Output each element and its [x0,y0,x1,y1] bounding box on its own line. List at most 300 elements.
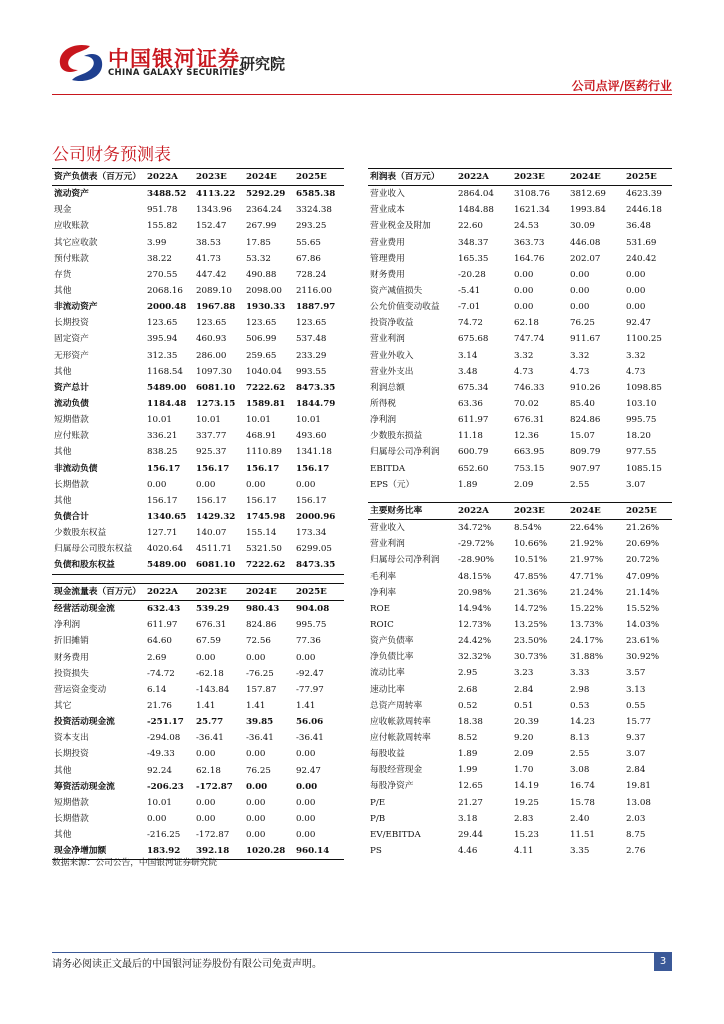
row-label: 短期借款 [54,415,89,426]
table-cell: 824.86 [570,415,601,426]
table-cell: -36.41 [296,733,324,744]
table-cell: 2.55 [570,749,590,760]
table-cell: -251.17 [147,717,184,728]
table-cell: 123.65 [147,318,178,329]
table-row [52,779,344,795]
footer-disclaimer: 请务必阅读正文最后的中国银河证券股份有限公司免责声明。 [52,959,322,970]
row-label: 营业税金及附加 [370,221,431,232]
table-cell: 1967.88 [196,302,236,313]
table-cell: 5489.00 [145,557,194,574]
table-cell: 2116.00 [296,286,332,297]
table-cell: 3.35 [570,846,590,857]
table-cell: 67.86 [296,253,321,264]
table-row [368,380,672,396]
table-cell: 1589.81 [246,399,286,410]
brand-name-cn: 中国银河证券 [108,47,240,71]
table-cell: 1085.15 [626,463,662,474]
table-row [368,569,672,585]
table-cell: 0.53 [570,700,590,711]
row-label: 总资产周转率 [370,700,423,711]
row-label: 净利润 [370,415,397,426]
table-cell: 9.20 [514,733,534,744]
table-cell: 0.00 [514,286,534,297]
page-header [0,0,724,100]
table-cell: 995.75 [626,415,657,426]
income-statement-table [368,168,672,493]
row-label: 营业收入 [370,523,405,534]
row-label: 折旧摊销 [54,636,89,647]
table-cell: 395.94 [147,334,178,345]
table-cell: 1.41 [246,701,266,712]
table-cell: 6081.10 [194,557,244,574]
table-cell: 123.65 [296,318,327,329]
table-cell: 493.60 [296,431,327,442]
table-cell: 293.25 [296,221,327,232]
table-cell: 993.55 [296,366,327,377]
table-cell: 3108.76 [514,189,550,200]
table-cell: 63.36 [458,399,483,410]
table-cell: 103.10 [626,399,657,410]
table-cell: 1484.88 [458,205,494,216]
table-cell: 1184.48 [147,399,187,410]
table-cell: 4.73 [570,366,590,377]
table-cell: 47.71% [570,571,604,582]
row-label: 营业外收入 [370,350,414,361]
table-cell: 2.03 [626,813,646,824]
column-header: 2023E [194,584,244,601]
table-cell: -49.33 [147,749,175,760]
column-header: 2022A [456,169,512,186]
table-cell: 4.73 [626,366,646,377]
report-category-tag: 公司点评/医药行业 [571,79,672,93]
table-cell: -76.25 [246,668,274,679]
table-cell: 8.52 [458,733,478,744]
table-cell: 1844.79 [296,399,336,410]
table-row [368,536,672,552]
table-row [52,235,344,251]
table-cell: 904.08 [296,604,330,615]
table-cell: 675.34 [458,382,489,393]
table-cell: 152.47 [196,221,227,232]
table-cell: -92.47 [296,668,324,679]
table-cell: 233.29 [296,350,327,361]
table-cell: 1.99 [458,765,478,776]
table-cell: 0.00 [196,797,216,808]
table-cell: -172.87 [196,781,233,792]
row-label: 现金净增加额 [52,843,145,860]
table-cell: 539.29 [196,604,230,615]
table-cell: 1110.89 [246,447,282,458]
table-cell: 2.40 [570,813,590,824]
table-cell: 4113.22 [196,189,236,200]
table-row [52,202,344,218]
table-cell: 14.23 [570,716,595,727]
column-header: 2024E [568,169,624,186]
row-label: 其他 [54,830,72,841]
table-cell: 0.00 [196,652,216,663]
row-label: 应付账款 [54,431,89,442]
table-cell: 74.72 [458,318,483,329]
row-label: ROE [370,603,391,614]
table-row [52,617,344,633]
column-header: 利润表（百万元） [368,169,456,186]
table-row [52,601,344,618]
table-cell: 911.67 [570,334,601,345]
table-row [52,795,344,811]
table-cell: 0.51 [514,700,534,711]
table-row [52,299,344,315]
row-label: 预付账款 [54,253,89,264]
table-cell: 17.85 [246,237,271,248]
table-cell: 12.65 [458,781,483,792]
table-row [52,461,344,477]
table-cell: 363.73 [514,237,545,248]
table-cell: 3.18 [458,813,478,824]
row-label: P/E [370,797,386,808]
table-cell: -20.28 [458,269,486,280]
column-header: 资产负债表（百万元） [52,169,145,186]
table-cell: 2.83 [514,813,534,824]
table-cell: 2364.24 [246,205,282,216]
row-label: 负债合计 [54,512,89,523]
column-header: 2025E [294,584,344,601]
table-cell: 20.72% [626,555,660,566]
table-cell: 977.55 [626,447,657,458]
table-cell: 270.55 [147,269,178,280]
table-row [52,650,344,666]
table-row [368,730,672,746]
table-cell: 824.86 [246,620,277,631]
data-source-note: 数据来源：公司公告，中国银河证券研究院 [52,858,218,868]
table-cell: 123.65 [196,318,227,329]
table-cell: 6081.10 [196,382,236,393]
table-row [52,267,344,283]
row-label: 非流动资产 [54,302,98,313]
table-row [368,682,672,698]
table-cell: 1.70 [514,765,534,776]
table-cell: 85.40 [570,399,595,410]
row-label: 筹资活动现金流 [54,781,115,792]
table-cell: 0.00 [147,479,167,490]
table-cell: 53.32 [246,253,271,264]
table-cell: 10.01 [147,797,172,808]
column-header: 2024E [244,169,294,186]
table-cell: 267.99 [246,221,277,232]
row-label: 毛利率 [370,571,397,582]
table-row [52,348,344,364]
table-row [52,730,344,746]
table-row [52,811,344,827]
column-header: 2023E [194,169,244,186]
page-number: 3 [654,953,672,971]
table-cell: 2.09 [514,479,534,490]
row-label: 资产减值损失 [370,286,423,297]
row-label: 应付帐款周转率 [370,733,431,744]
table-cell: 0.00 [147,814,167,825]
column-header: 2024E [244,584,294,601]
table-cell: 4511.71 [196,544,232,555]
table-cell: 2.95 [458,668,478,679]
table-cell: 910.26 [570,382,601,393]
row-label: 长期借款 [54,479,89,490]
table-cell: 2089.10 [196,286,232,297]
table-cell: 38.22 [147,253,172,264]
table-cell: 312.35 [147,350,178,361]
table-row [52,827,344,843]
row-label: 利润总额 [370,382,405,393]
table-row [52,557,344,574]
column-header: 2025E [294,169,344,186]
table-cell: 21.24% [570,587,604,598]
table-cell: 336.21 [147,431,178,442]
china-galaxy-logo-icon [52,40,110,86]
section-title: 公司财务预测表 [52,145,171,165]
table-cell: 23.50% [514,636,548,647]
table-cell: 1.41 [296,701,316,712]
table-cell: 10.01 [296,415,321,426]
table-cell: 0.00 [296,781,318,792]
table-cell: 3.57 [626,668,646,679]
table-row [368,520,672,537]
row-label: 净负债比率 [370,652,414,663]
table-cell: 951.78 [147,205,178,216]
table-cell: -77.97 [296,684,324,695]
row-label: 归属母公司净利润 [370,555,440,566]
table-row [368,218,672,234]
table-row [368,235,672,251]
table-cell: 286.00 [196,350,227,361]
table-cell: 18.38 [458,716,483,727]
table-cell: 0.00 [626,286,646,297]
row-label: 流动资产 [54,189,89,200]
table-cell: 123.65 [246,318,277,329]
table-row [368,633,672,649]
table-cell: 240.42 [626,253,657,264]
row-label: 投资净收益 [370,318,414,329]
table-cell: 156.17 [296,463,330,474]
table-cell: 8473.35 [296,382,336,393]
table-row [368,762,672,778]
table-cell: 156.17 [246,463,280,474]
table-cell: 663.95 [514,447,545,458]
table-cell: 611.97 [458,415,489,426]
table-cell: 164.76 [514,253,545,264]
table-cell: 155.14 [246,528,277,539]
table-cell: 1343.96 [196,205,232,216]
table-row [52,218,344,234]
table-cell: 76.25 [570,318,595,329]
table-cell: 183.92 [145,843,194,860]
row-label: 现金 [54,205,72,216]
column-header: 2024E [568,503,624,520]
table-cell: 6.14 [147,684,167,695]
table-cell: 21.92% [570,539,604,550]
table-row [52,763,344,779]
table-cell: 36.48 [626,221,651,232]
table-cell: 156.17 [196,495,227,506]
table-row [368,698,672,714]
row-label: 营业外支出 [370,366,414,377]
table-cell: 5292.29 [246,189,286,200]
table-cell: 47.09% [626,571,660,582]
table-cell: 392.18 [194,843,244,860]
table-cell: 21.14% [626,587,660,598]
table-cell: -36.41 [196,733,224,744]
table-cell: 2.68 [458,684,478,695]
table-cell: 1745.98 [246,512,286,523]
table-cell: -294.08 [147,733,181,744]
table-row [368,665,672,681]
table-cell: 30.09 [570,221,595,232]
table-cell: 0.00 [296,652,316,663]
table-row [368,283,672,299]
row-label: 其他 [54,286,72,297]
table-cell: 31.88% [570,652,604,663]
row-label: 每股收益 [370,749,405,760]
table-cell: 13.08 [626,797,651,808]
table-row [368,811,672,827]
column-header: 2025E [624,169,672,186]
table-cell: 259.65 [246,350,277,361]
table-cell: 20.69% [626,539,660,550]
column-header: 2022A [145,584,194,601]
table-cell: 21.26% [626,523,660,534]
table-cell: 10.51% [514,555,548,566]
table-row [368,552,672,568]
table-row [368,186,672,203]
table-cell: 20.98% [458,587,492,598]
table-cell: 531.69 [626,237,657,248]
table-cell: 2068.16 [147,286,183,297]
table-cell: 2.69 [147,652,167,663]
table-cell: 0.00 [296,830,316,841]
table-cell: 447.42 [196,269,227,280]
brand-name-en: CHINA GALAXY SECURITIES [108,68,245,78]
table-cell: 611.97 [147,620,178,631]
table-cell: 1098.85 [626,382,662,393]
table-cell: 4623.39 [626,189,662,200]
table-cell: 1930.33 [246,302,286,313]
table-row [368,396,672,412]
table-cell: 3.32 [514,350,534,361]
table-cell: 0.00 [246,797,266,808]
table-cell: 3.33 [570,668,590,679]
column-header: 2022A [145,169,194,186]
table-cell: 173.34 [296,528,327,539]
table-cell: 2864.04 [458,189,494,200]
row-label: 投资损失 [54,668,89,679]
table-cell: 838.25 [147,447,178,458]
table-cell: 76.25 [246,765,271,776]
table-cell: 0.00 [570,302,590,313]
table-cell: 652.60 [458,463,489,474]
table-row [52,714,344,730]
table-row [52,477,344,493]
table-row [368,428,672,444]
table-cell: -28.90% [458,555,495,566]
row-label: 其他 [54,765,72,776]
table-row [52,186,344,203]
table-cell: 0.00 [246,652,266,663]
table-cell: 446.08 [570,237,601,248]
column-header: 主要财务比率 [368,503,456,520]
table-cell: -7.01 [458,302,481,313]
row-label: 其他 [54,447,72,458]
row-label: 净利润 [54,620,81,631]
row-label: 资本支出 [54,733,89,744]
row-label: 营业收入 [370,189,405,200]
row-label: 流动负债 [54,399,89,410]
table-cell: 156.17 [246,495,277,506]
row-label: 速动比率 [370,684,405,695]
table-cell: 77.36 [296,636,321,647]
table-row [368,461,672,477]
table-cell: 2.84 [626,765,646,776]
table-cell: 675.68 [458,334,489,345]
table-cell: 92.47 [626,318,651,329]
row-label: EV/EBITDA [370,829,421,840]
table-cell: 14.94% [458,603,492,614]
table-cell: 1887.97 [296,302,336,313]
table-cell: 15.77 [626,716,651,727]
row-label: 管理费用 [370,253,405,264]
table-cell: 4.73 [514,366,534,377]
table-row [368,601,672,617]
row-label: 营运资金变动 [54,684,107,695]
table-row [368,778,672,794]
table-cell: 3.08 [570,765,590,776]
row-label: 营业成本 [370,205,405,216]
table-row [52,682,344,698]
table-cell: 1.89 [458,749,478,760]
row-label: 少数股东权益 [54,528,107,539]
table-cell: -143.84 [196,684,230,695]
table-cell: 4.11 [514,846,534,857]
column-header: 2023E [512,169,568,186]
table-row [368,412,672,428]
balance-sheet-table [52,168,344,575]
table-cell: 0.00 [246,749,266,760]
table-cell: 2.84 [514,684,534,695]
table-row [368,714,672,730]
table-cell: 48.15% [458,571,492,582]
row-label: P/B [370,813,386,824]
row-label: 资产总计 [54,382,89,393]
table-header-row [368,503,672,520]
table-cell: 0.55 [626,700,646,711]
table-row [368,617,672,633]
row-label: EPS（元） [370,479,415,490]
table-cell: 1168.54 [147,366,183,377]
table-cell: 12.36 [514,431,539,442]
table-cell: 24.53 [514,221,539,232]
table-cell: 202.07 [570,253,601,264]
table-row [368,843,672,859]
row-label: 归属母公司股东权益 [54,544,133,555]
table-cell: 0.00 [514,269,534,280]
table-cell: 41.73 [196,253,221,264]
table-cell: 72.56 [246,636,271,647]
table-cell: 2098.00 [246,286,282,297]
row-label: 非流动负债 [54,463,98,474]
row-label: 其它 [54,701,72,712]
table-cell: 337.77 [196,431,227,442]
table-cell: 10.01 [196,415,221,426]
table-cell: 348.37 [458,237,489,248]
row-label: 所得税 [370,399,397,410]
table-row [368,795,672,811]
table-cell: 0.00 [570,286,590,297]
